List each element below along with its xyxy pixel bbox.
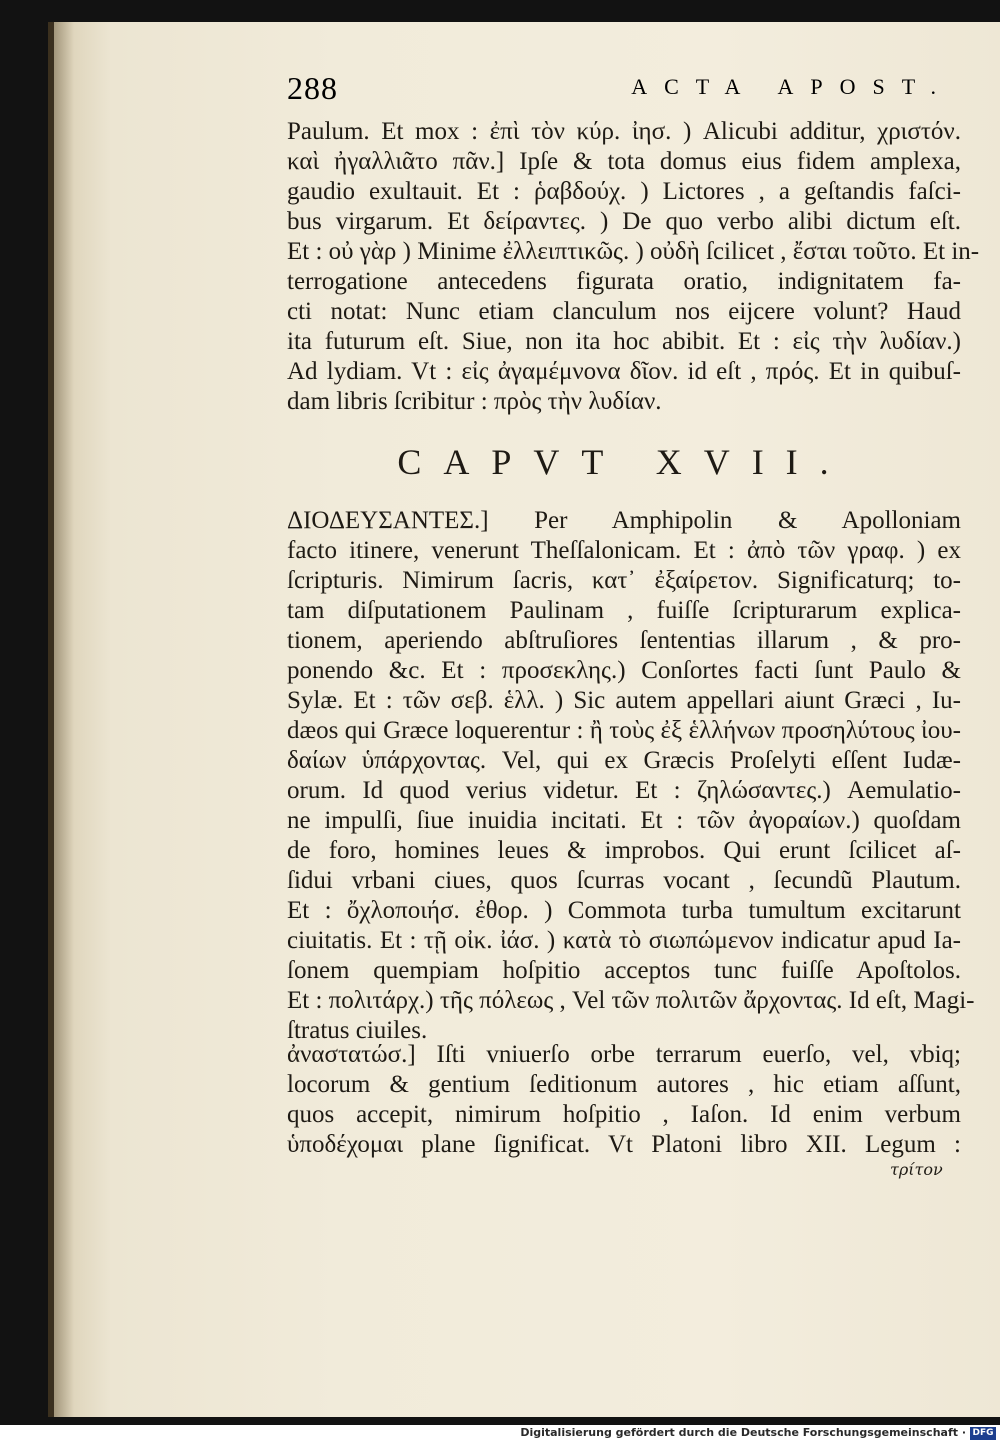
text-line: de foro, homines leues & improbos. Qui erunt ſcilicet aſ- [287,837,961,864]
text-line: ſtratus ciuiles. [287,1017,428,1044]
text-line: Sylæ. Et : τῶν σεβ. ἑλλ. ) Sic autem appellari aiunt Græci , Iu- [287,687,961,714]
text-line: terrogatione antecedens figurata oratio, indignitatem fa- [287,268,961,295]
text-line: tionem, aperiendo abſtruſiores ſententias illarum , & pro- [287,627,961,654]
text-line: Paulum. Et mox : ἐπὶ τὸν κύρ. ἰησ. ) Alicubi additur, χριστόν. [287,118,961,145]
text-line: tam diſputationem Paulinam , fuiſſe ſcripturarum explica- [287,597,961,624]
text-line: ita futurum eſt. Siue, non ita hoc abibit. Et : εἰς τὴν λυδίαν.) [287,328,961,355]
text-line: ὑποδέχομαι plane ſignificat. Vt Platoni libro XII. Legum : [287,1131,961,1158]
text-line: bus virgarum. Et δείραντες. ) De quo verbo alibi dictum eſt. [287,208,961,235]
text-line: ne impulſi, ſiue inuidia incitati. Et : τῶν ἀγοραίων.) quoſdam [287,807,961,834]
text-line: ponendo &c. Et : προσεκλης.) Conſortes facti ſunt Paulo & [287,657,961,684]
footer-bar [0,1425,1000,1443]
text-line: καὶ ἠγαλλιᾶτο πᾶν.] Ipſe & tota domus eius fidem amplexa, [287,148,961,175]
text-line: ἀναστατώσ.] Iſti vniuerſo orbe terrarum euerſo, vel, vbiq; [287,1041,961,1068]
text-line: Et : οὐ γὰρ ) Minime ἐλλειπτικῶς. ) οὐδὴ ſcilicet , ἔσται τοῦτο. Et in- [287,238,980,265]
text-block-1 [287,117,980,417]
text-line: Et : ὄχλοποιήσ. ἐθορ. ) Commota turba tumultum excitarunt [287,897,961,924]
text-line: locorum & gentium ſeditionum autores , hic etiam aſſunt, [287,1071,961,1098]
running-head [287,70,961,106]
text-line: orum. Id quod verius videtur. Et : ζηλώσαντες.) Aemulatio- [287,777,961,804]
text-line: facto itinere, venerunt Theſſalonicam. Et : ἀπὸ τῶν γραφ. ) ex [287,537,961,564]
chapter-title: CAPVT XVII. [397,442,851,482]
text-line: ciuitatis. Et : τῇ οἰκ. ἰάσ. ) κατὰ τὸ σιωπώμενον indicatur apud Ia- [287,927,961,954]
text-line: δαίων ὑπάρχοντας. Vel, qui ex Græcis Proſelyti eſſent Iudæ- [287,747,961,774]
text-line: cti notat: Nunc etiam clanculum nos eijcere volunt? Haud [287,298,961,325]
text-block-3 [287,1040,961,1160]
text-line: ΔΙΟΔΕΥΣΑΝΤΕΣ.] Per Amphipolin & Apolloniam [287,507,961,534]
text-line: ſonem quempiam hoſpitio acceptos tunc fuiſſe Apoſtolos. [287,957,961,984]
running-title: ACTA APOST. [631,74,953,99]
text-line: dam libris ſcribitur : πρὸς τὴν λυδίαν. [287,388,662,415]
text-line: ſidui vrbani ciues, quos ſcurras vocant , ſecundũ Plautum. [287,867,961,894]
text-line: gaudio exultauit. Et : ῥαβδούχ. ) Lictores , a geſtandis faſci- [287,178,961,205]
dfg-logo[interactable]: DFG [970,1427,996,1440]
text-line: Et : πολιτάρχ.) τῆς πόλεως , Vel τῶν πολιτῶν ἄρχοντας. Id eſt, Magi- [287,987,975,1014]
text-line: quos accepit, nimirum hoſpitio , Iaſon. Id enim verbum [287,1101,961,1128]
page-number: 288 [287,70,338,106]
text-line: Ad lydiam. Vt : εἰς ἀγαμέμνονα δῖον. id eſt , πρός. Et in quibuſ- [287,358,961,385]
text-block-2 [287,506,975,1046]
funding-notice: Digitalisierung gefördert durch die Deutsche Forschungsgemeinschaft · [520,1426,966,1439]
text-line: ſcripturis. Nimirum ſacris, κατ᾽ ἐξαίρετον. Significaturq; to- [287,567,961,594]
gutter-shadow [48,22,74,1417]
catchword: τρίτον [890,1160,943,1179]
text-line: dæos qui Græce loquerentur : ἢ τοὺς ἐξ ἑλλήνων προσηλύτους ἰου- [287,717,961,744]
